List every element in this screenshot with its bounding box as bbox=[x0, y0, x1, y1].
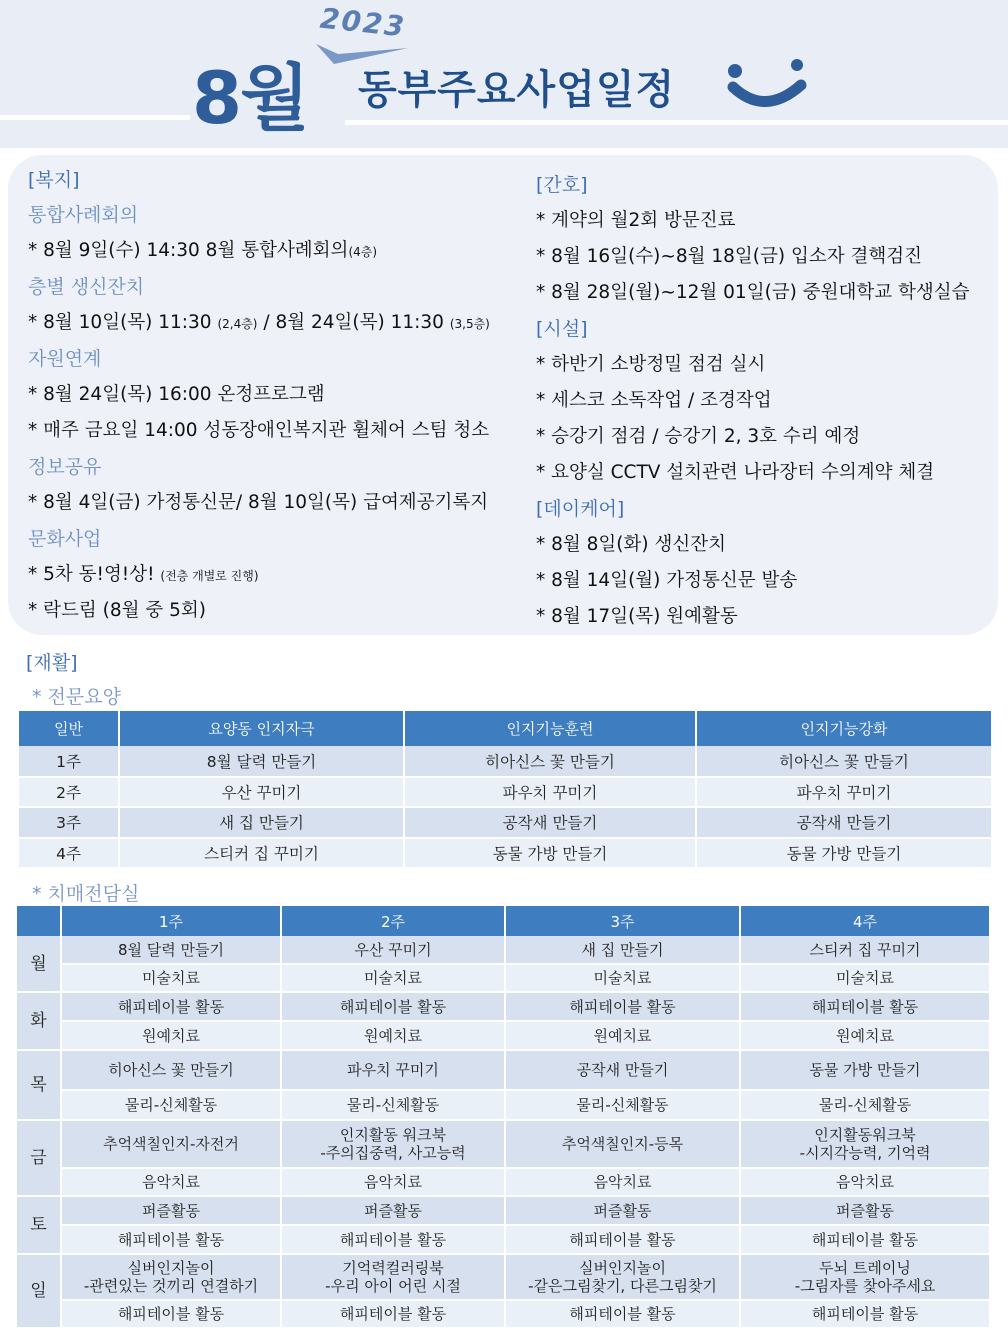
column-header: 1주 bbox=[61, 906, 281, 936]
table-cell: 히아신스 꽃 만들기 bbox=[696, 746, 992, 777]
table-cell: 음악치료 bbox=[740, 1168, 990, 1196]
birthday-item bbox=[28, 305, 528, 341]
nursing-item: * 8월 28일(월)~12월 01일(금) 중원대학교 학생실습 bbox=[536, 282, 970, 303]
smile-icon bbox=[725, 55, 807, 115]
table-row bbox=[17, 1021, 990, 1050]
table-cell: 파우치 꾸미기 bbox=[696, 777, 992, 808]
table-header-row bbox=[19, 711, 992, 746]
schedule-panel bbox=[8, 155, 998, 635]
column-header: 4주 bbox=[740, 906, 990, 936]
info-item: * 8월 4일(금) 가정통신문/ 8월 10일(목) 급여제공기록지 bbox=[28, 492, 489, 513]
table-row bbox=[17, 992, 990, 1021]
table-cell: 해피테이블 활동 bbox=[61, 1300, 281, 1328]
page-title: 동부주요사업일정 bbox=[358, 67, 676, 113]
header-divider-left bbox=[0, 115, 190, 120]
table-cell: 음악치료 bbox=[61, 1168, 281, 1196]
table-cell: 해피테이블 활동 bbox=[281, 1300, 505, 1328]
day-cell: 목 bbox=[17, 1050, 61, 1120]
table-cell: 8월 달력 만들기 bbox=[61, 936, 281, 964]
dementia-table-body bbox=[17, 936, 990, 1328]
table-cell: 퍼즐활동 bbox=[740, 1196, 990, 1225]
table-cell: 파우치 꾸미기 bbox=[404, 777, 696, 808]
table-cell: 음악치료 bbox=[281, 1168, 505, 1196]
nursing-heading: [간호] bbox=[536, 174, 588, 196]
table-row bbox=[17, 936, 990, 964]
culture-item-2: * 락드림 (8월 중 5회) bbox=[28, 600, 206, 621]
table-cell: 인지활동워크북 -시지각능력, 기억력 bbox=[740, 1120, 990, 1168]
table-row bbox=[17, 1120, 990, 1168]
table-row bbox=[19, 746, 992, 777]
table-cell: 원예치료 bbox=[281, 1021, 505, 1050]
left-column bbox=[28, 163, 528, 629]
table-cell: 추억색칠인지-등목 bbox=[505, 1120, 740, 1168]
table-cell: 동물 가방 만들기 bbox=[740, 1050, 990, 1090]
dementia-care-label: * 치매전담실 bbox=[32, 883, 140, 905]
table-row bbox=[17, 1090, 990, 1120]
column-header: 일반 bbox=[19, 711, 119, 746]
table-row bbox=[19, 838, 992, 869]
header-month: 8월 bbox=[192, 56, 308, 140]
table-cell: 해피테이블 활동 bbox=[61, 992, 281, 1021]
table-cell: 실버인지놀이 -관련있는 것끼리 연결하기 bbox=[61, 1254, 281, 1300]
table-cell: 해피테이블 활동 bbox=[281, 992, 505, 1021]
resource-heading: 자원연계 bbox=[28, 348, 102, 370]
column-header: 2주 bbox=[281, 906, 505, 936]
table-cell: 파우치 꾸미기 bbox=[281, 1050, 505, 1090]
culture-note-1: (전층 개별로 진행) bbox=[160, 569, 259, 583]
daycare-item: * 8월 14일(월) 가정통신문 발송 bbox=[536, 570, 798, 591]
table-cell: 원예치료 bbox=[740, 1021, 990, 1050]
birthday-text-b: / 8월 24일(목) 11:30 bbox=[257, 312, 450, 333]
column-header: 인지기능강화 bbox=[696, 711, 992, 746]
page-header bbox=[0, 0, 1008, 148]
table-cell: 퍼즐활동 bbox=[281, 1196, 505, 1225]
table-row bbox=[19, 777, 992, 808]
daycare-item: * 8월 8일(화) 생신잔치 bbox=[536, 534, 726, 555]
info-heading: 정보공유 bbox=[28, 456, 102, 478]
table-cell: 퍼즐활동 bbox=[505, 1196, 740, 1225]
table-cell: 물리-신체활동 bbox=[740, 1090, 990, 1120]
table-header-row bbox=[17, 906, 990, 936]
facility-item: * 요양실 CCTV 설치관련 나라장터 수의계약 체결 bbox=[536, 462, 935, 483]
table-cell: 공작새 만들기 bbox=[696, 807, 992, 838]
table-cell: 물리-신체활동 bbox=[505, 1090, 740, 1120]
table-cell: 공작새 만들기 bbox=[505, 1050, 740, 1090]
special-care-label: * 전문요양 bbox=[32, 686, 121, 708]
column-header: 요양동 인지자극 bbox=[119, 711, 404, 746]
table-cell: 8월 달력 만들기 bbox=[119, 746, 404, 777]
table-cell: 공작새 만들기 bbox=[404, 807, 696, 838]
table-cell: 히아신스 꽃 만들기 bbox=[404, 746, 696, 777]
resource-item-1: * 8월 24일(목) 16:00 온정프로그램 bbox=[28, 384, 325, 405]
birthday-note-a: (2,4층) bbox=[217, 317, 258, 331]
table-cell: 해피테이블 활동 bbox=[740, 1300, 990, 1328]
table-row bbox=[17, 1050, 990, 1090]
table-cell: 원예치료 bbox=[61, 1021, 281, 1050]
birthday-text-a: * 8월 10일(목) 11:30 bbox=[28, 312, 218, 333]
day-cell: 월 bbox=[17, 936, 61, 992]
special-care-table bbox=[19, 711, 993, 869]
rehab-heading: [재활] bbox=[26, 652, 78, 674]
day-cell: 일 bbox=[17, 1254, 61, 1328]
header-divider-right bbox=[345, 120, 1008, 125]
table-cell: 스티커 집 꾸미기 bbox=[740, 936, 990, 964]
facility-heading: [시설] bbox=[536, 318, 588, 340]
table-cell: 해피테이블 활동 bbox=[281, 1225, 505, 1254]
table-cell: 해피테이블 활동 bbox=[61, 1225, 281, 1254]
daycare-item: * 8월 17일(목) 원예활동 bbox=[536, 606, 738, 627]
table-row bbox=[17, 1300, 990, 1328]
welfare-heading: [복지] bbox=[28, 169, 80, 191]
table-cell: 히아신스 꽃 만들기 bbox=[61, 1050, 281, 1090]
table-cell: 4주 bbox=[19, 838, 119, 869]
column-header: 3주 bbox=[505, 906, 740, 936]
table-cell: 추억색칠인지-자전거 bbox=[61, 1120, 281, 1168]
table-cell: 해피테이블 활동 bbox=[505, 992, 740, 1021]
case-meeting-item bbox=[28, 233, 528, 269]
table-cell: 우산 꾸미기 bbox=[281, 936, 505, 964]
table-cell: 해피테이블 활동 bbox=[740, 992, 990, 1021]
facility-item: * 하반기 소방정밀 점검 실시 bbox=[536, 354, 766, 375]
case-meeting-heading: 통합사례회의 bbox=[28, 204, 139, 226]
table-cell: 스티커 집 꾸미기 bbox=[119, 838, 404, 869]
right-column bbox=[536, 167, 996, 635]
table-row bbox=[17, 1168, 990, 1196]
table-cell: 동물 가방 만들기 bbox=[404, 838, 696, 869]
header-year: 2023 bbox=[318, 1, 408, 44]
table-cell: 물리-신체활동 bbox=[61, 1090, 281, 1120]
table-cell: 퍼즐활동 bbox=[61, 1196, 281, 1225]
culture-item-1 bbox=[28, 557, 528, 593]
table-cell: 인지활동 워크북 -주의집중력, 사고능력 bbox=[281, 1120, 505, 1168]
table-row bbox=[17, 1196, 990, 1225]
culture-heading: 문화사업 bbox=[28, 528, 102, 550]
table-cell: 물리-신체활동 bbox=[281, 1090, 505, 1120]
table-cell: 2주 bbox=[19, 777, 119, 808]
table-cell: 새 집 만들기 bbox=[505, 936, 740, 964]
culture-text-1: * 5차 동!영!상! bbox=[28, 564, 161, 585]
table-row bbox=[19, 807, 992, 838]
column-header: 인지기능훈련 bbox=[404, 711, 696, 746]
table-cell: 원예치료 bbox=[505, 1021, 740, 1050]
table-cell: 실버인지놀이 -같은그림찾기, 다른그림찾기 bbox=[505, 1254, 740, 1300]
table-cell: 우산 꾸미기 bbox=[119, 777, 404, 808]
facility-item: * 세스코 소독작업 / 조경작업 bbox=[536, 390, 772, 411]
dementia-care-table bbox=[17, 906, 991, 1329]
table-cell: 해피테이블 활동 bbox=[740, 1225, 990, 1254]
table-cell: 미술치료 bbox=[505, 964, 740, 992]
case-meeting-text: * 8월 9일(수) 14:30 8월 통합사례회의 bbox=[28, 240, 349, 261]
case-meeting-note: (4층) bbox=[348, 245, 378, 259]
birthday-heading: 층별 생신잔치 bbox=[28, 276, 145, 298]
table-cell: 미술치료 bbox=[61, 964, 281, 992]
nursing-item: * 계약의 월2회 방문진료 bbox=[536, 210, 736, 231]
table-row bbox=[17, 1254, 990, 1300]
table-cell: 미술치료 bbox=[740, 964, 990, 992]
table-cell: 기억력컬러링북 -우리 아이 어린 시절 bbox=[281, 1254, 505, 1300]
table-cell: 동물 가방 만들기 bbox=[696, 838, 992, 869]
table-cell: 해피테이블 활동 bbox=[505, 1225, 740, 1254]
resource-item-2: * 매주 금요일 14:00 성동장애인복지관 휠체어 스팀 청소 bbox=[28, 420, 490, 441]
table-cell: 해피테이블 활동 bbox=[505, 1300, 740, 1328]
table-cell: 음악치료 bbox=[505, 1168, 740, 1196]
table-row bbox=[17, 964, 990, 992]
table-cell: 새 집 만들기 bbox=[119, 807, 404, 838]
table-cell: 3주 bbox=[19, 807, 119, 838]
day-cell: 화 bbox=[17, 992, 61, 1050]
day-cell: 금 bbox=[17, 1120, 61, 1196]
column-header bbox=[17, 906, 61, 936]
nursing-item: * 8월 16일(수)~8월 18일(금) 입소자 결핵검진 bbox=[536, 246, 922, 267]
birthday-note-b: (3,5층) bbox=[449, 317, 490, 331]
table-cell: 1주 bbox=[19, 746, 119, 777]
table-row bbox=[17, 1225, 990, 1254]
table-cell: 두뇌 트레이닝 -그림자를 찾아주세요 bbox=[740, 1254, 990, 1300]
day-cell: 토 bbox=[17, 1196, 61, 1254]
facility-item: * 승강기 점검 / 승강기 2, 3호 수리 예정 bbox=[536, 426, 861, 447]
daycare-heading: [데이케어] bbox=[536, 498, 625, 520]
table-cell: 미술치료 bbox=[281, 964, 505, 992]
